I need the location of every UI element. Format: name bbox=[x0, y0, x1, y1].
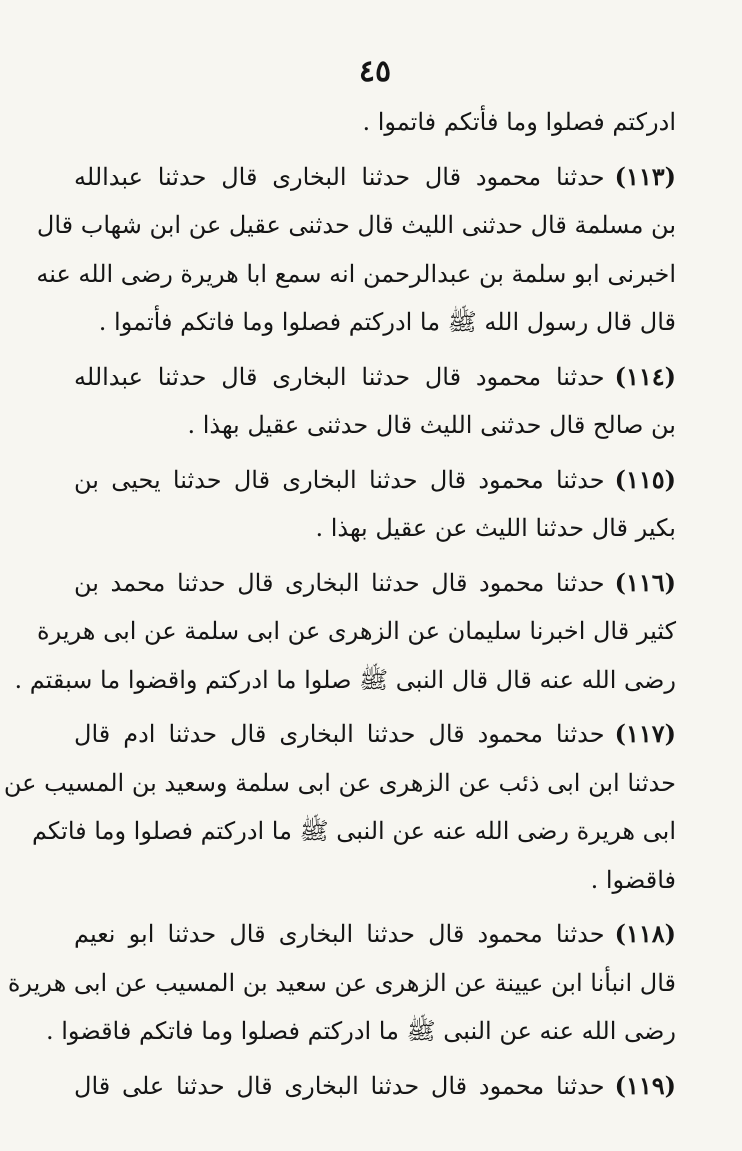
text-line: قال انبأنا ابن عيينة عن الزهرى عن سعيد بن المسيب عن ابى هريرة bbox=[7, 968, 676, 997]
hadith-number: (١١٨) bbox=[614, 919, 676, 948]
hadith-number: (١١٥) bbox=[614, 464, 676, 494]
text-line: اخبرنى ابو سلمة بن عبدالرحمن انه سمع ابا هريرة رضى الله عنه bbox=[36, 259, 676, 288]
text-line-content: حدثنا محمود قال حدثنا البخارى قال حدثنا ادم قال bbox=[74, 720, 605, 748]
hadith-119 bbox=[74, 1062, 676, 1111]
text-line-content: حدثنا محمود قال حدثنا البخارى قال حدثنا عبدالله bbox=[74, 162, 605, 191]
text-line: بكير قال حدثنا الليث عن عقيل بهذا . bbox=[315, 514, 676, 542]
text-line bbox=[74, 153, 676, 202]
text-line-content: حدثنا محمود قال حدثنا البخارى قال حدثنا عبدالله bbox=[74, 362, 605, 391]
page-number: ٤٥ bbox=[358, 54, 392, 89]
paragraph bbox=[74, 98, 676, 147]
hadith-117 bbox=[3, 710, 676, 904]
hadith-number: (١١٧) bbox=[614, 719, 676, 748]
text-line bbox=[74, 353, 676, 402]
hadith-118 bbox=[7, 910, 676, 1056]
hadith-number: (١١٩) bbox=[614, 1070, 676, 1100]
text-line bbox=[74, 456, 676, 505]
text-line bbox=[74, 559, 676, 608]
text-line bbox=[74, 710, 676, 759]
text-line: ابى هريرة رضى الله عنه عن النبى ﷺ ما ادركتم فصلوا وما فاتكم bbox=[31, 817, 676, 845]
hadith-number: (١١٣) bbox=[614, 161, 676, 191]
text-line: حدثنا ابن ابى ذئب عن الزهرى عن ابى سلمة وسعيد بن المسيب عن bbox=[3, 768, 676, 797]
text-line: فاقضوا . bbox=[590, 865, 676, 894]
text-line: بن مسلمة قال حدثنى الليث قال حدثنى عقيل عن ابن شهاب قال bbox=[36, 211, 676, 239]
text-line-content: حدثنا محمود قال حدثنا البخارى قال حدثنا ابو نعيم bbox=[74, 920, 605, 948]
text-line: كثير قال اخبرنا سليمان عن الزهرى عن ابى سلمة عن ابى هريرة bbox=[37, 617, 676, 645]
text-line-content: حدثنا محمود قال حدثنا البخارى قال حدثنا يحيى بن bbox=[74, 465, 605, 494]
hadith-115 bbox=[74, 456, 676, 553]
text-line: رضى الله عنه عن النبى ﷺ ما ادركتم فصلوا وما فاتكم فاقضوا . bbox=[45, 1017, 676, 1045]
hadith-116 bbox=[14, 559, 676, 705]
text-line: رضى الله عنه قال قال النبى ﷺ صلوا ما ادركتم واقضوا ما سبقتم . bbox=[14, 665, 676, 694]
text-line-content: حدثنا محمود قال حدثنا البخارى قال حدثنا على قال bbox=[74, 1071, 605, 1100]
text-line bbox=[74, 910, 676, 959]
text-line: بن صالح قال حدثنى الليث قال حدثنى عقيل بهذا . bbox=[187, 411, 676, 439]
text-line: قال قال رسول الله ﷺ ما ادركتم فصلوا وما فاتكم فأتموا . bbox=[98, 308, 676, 336]
text-line bbox=[74, 1062, 676, 1111]
text-line: ادركتم فصلوا وما فأتكم فاتموا . bbox=[362, 108, 676, 136]
hadith-114 bbox=[74, 353, 676, 450]
text-line-content: حدثنا محمود قال حدثنا البخارى قال حدثنا محمد بن bbox=[74, 568, 605, 597]
hadith-number: (١١٦) bbox=[614, 567, 676, 597]
hadith-113 bbox=[36, 153, 676, 347]
hadith-number: (١١٤) bbox=[614, 361, 676, 391]
